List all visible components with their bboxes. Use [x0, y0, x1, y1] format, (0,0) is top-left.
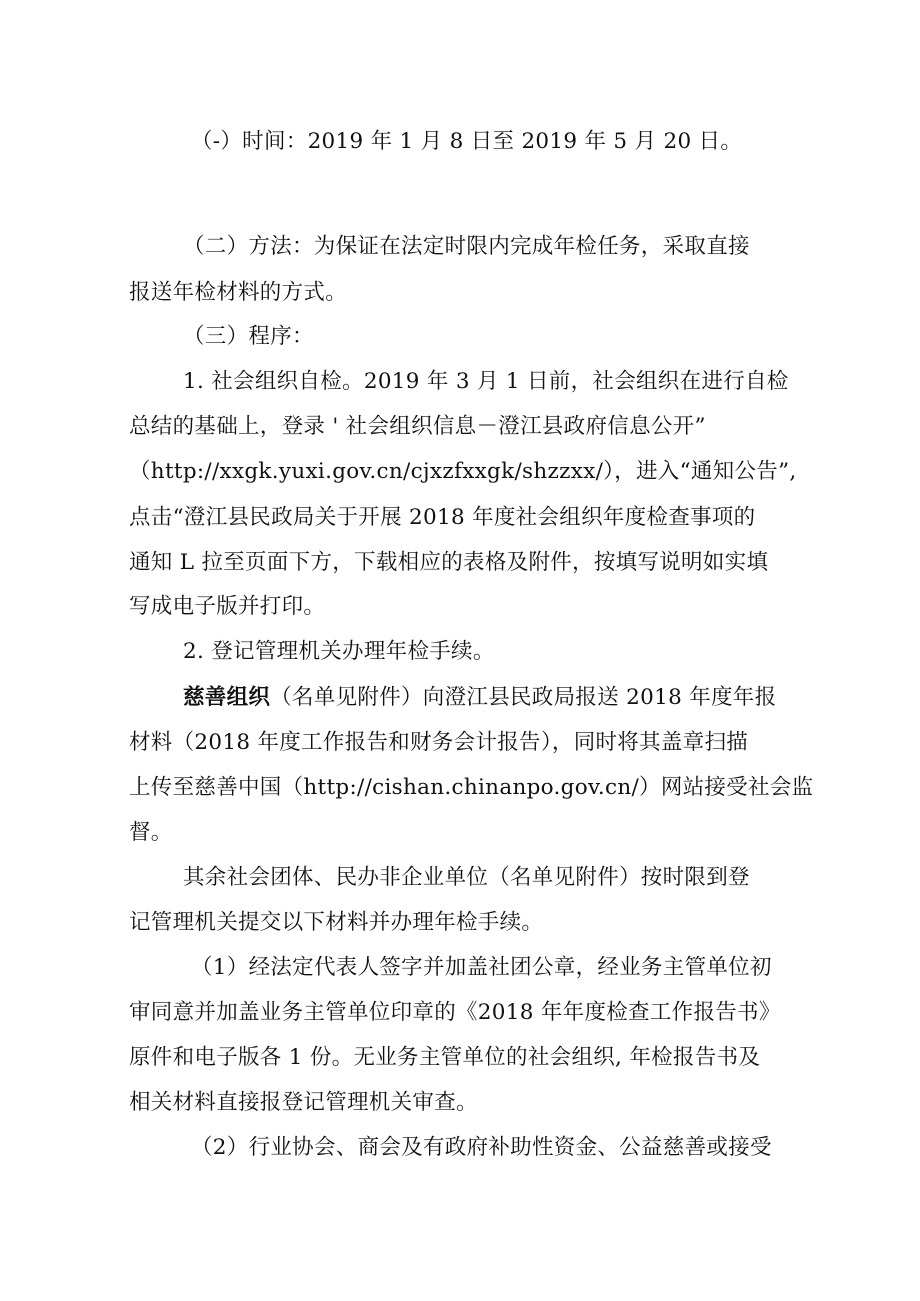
section-procedure-heading: （三）程序： [183, 324, 314, 349]
item1-line3: 原件和电子版各 1 份。无业务主管单位的社会组织, 年检报告书及 [129, 1045, 761, 1070]
step1-line3: （http://xxgk.yuxi.gov.cn/cjxzfxxgk/shzzxx/），进入“通知公告”, [129, 459, 797, 484]
charity-line2: 材料（2018 年度工作报告和财务会计报告），同时将其盖章扫描 [129, 730, 749, 755]
step2-heading: 2. 登记管理机关办理年检手续。 [183, 639, 495, 664]
step1-line5: 通知 L 拉至页面下方，下载相应的表格及附件，按填写说明如实填 [129, 550, 769, 575]
step1-line2: 总结的基础上，登录 ' 社会组织信息－澄江县政府信息公开” [129, 414, 706, 439]
item2-line1: （2）行业协会、商会及有政府补助性资金、公益慈善或接受 [191, 1135, 772, 1160]
charity-line4: 督。 [129, 820, 173, 845]
others-line1: 其余社会团体、民办非企业单位（名单见附件）按时限到登 [183, 865, 750, 890]
item1-line4: 相关材料直接报登记管理机关审查。 [129, 1090, 478, 1115]
charity-line1-text: （名单见附件）向澄江县民政局报送 2018 年度年报 [270, 685, 777, 710]
section-time: （-）时间：2019 年 1 月 8 日至 2019 年 5 月 20 日。 [191, 129, 743, 154]
item1-line2: 审同意并加盖业务主管单位印章的《2018 年年度检查工作报告书》 [129, 1000, 781, 1025]
item1-line1: （1）经法定代表人签字并加盖社团公章，经业务主管单位初 [191, 955, 772, 980]
charity-line1 [183, 683, 776, 713]
others-line2: 记管理机关提交以下材料并办理年检手续。 [129, 910, 544, 935]
section-method-line2: 报送年检材料的方式。 [129, 280, 348, 305]
step1-line4: 点击“澄江县民政局关于开展 2018 年度社会组织年度检查事项的 [129, 505, 756, 530]
step1-line6: 写成电子版并打印。 [129, 594, 326, 619]
step1-line1: 1. 社会组织自检。2019 年 3 月 1 日前，社会组织在进行自检 [183, 369, 789, 394]
charity-line3: 上传至慈善中国（http://cishan.chinanpo.gov.cn/）网站接受社会监 [129, 775, 814, 800]
charity-bold-prefix: 慈善组织 [183, 685, 271, 710]
section-method-line1: （二）方法：为保证在法定时限内完成年检任务，采取直接 [183, 234, 750, 259]
